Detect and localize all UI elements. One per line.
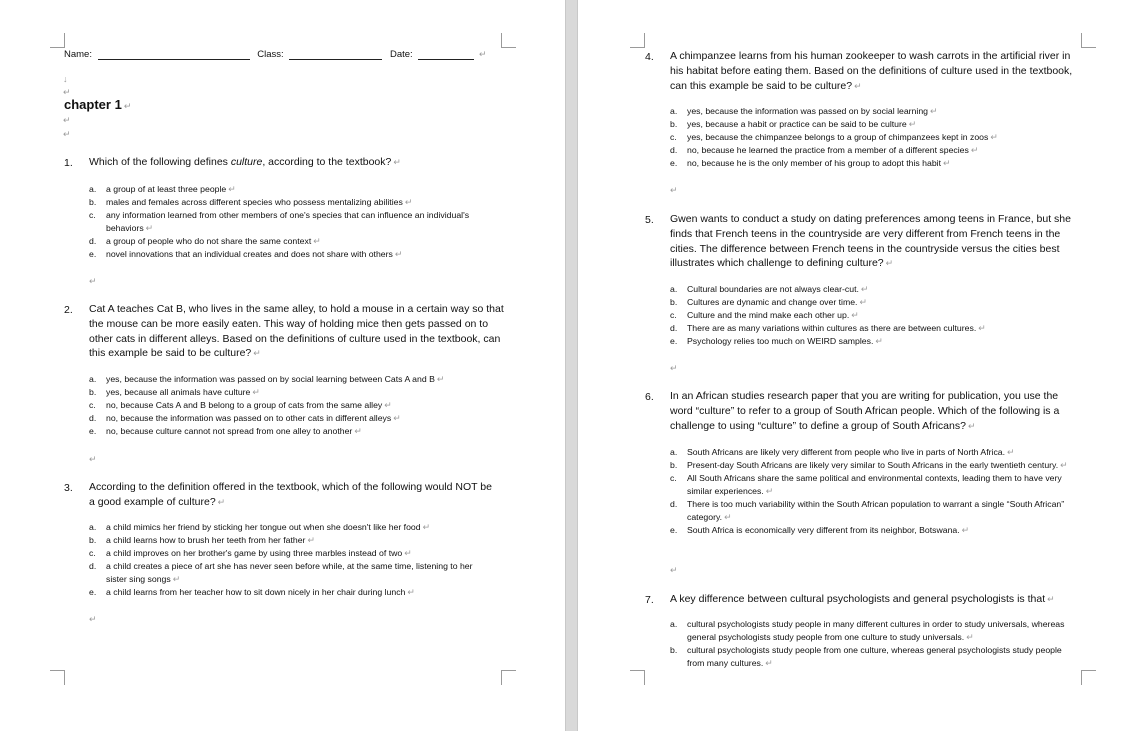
- option-item[interactable]: a. a child mimics her friend by sticking her tongue out when she doesn't like her food ↵: [89, 521, 489, 534]
- paragraph-mark-icon: [854, 81, 862, 91]
- paragraph-mark-icon: [479, 49, 487, 59]
- paragraph-mark-icon: [670, 565, 678, 576]
- option-item[interactable]: d. a group of people who do not share the same context ↵: [89, 235, 479, 248]
- option-item[interactable]: b. Present-day South Africans are likely very similar to South Africans in the early twentieth century. ↵: [670, 459, 1078, 472]
- date-field[interactable]: [418, 49, 474, 60]
- paragraph-mark-icon: [670, 363, 678, 374]
- page-gutter: [565, 0, 578, 731]
- option-item[interactable]: b. a child learns how to brush her teeth from her father ↵: [89, 534, 489, 547]
- question-text: Which of the following defines culture, according to the textbook? ↵: [89, 155, 509, 170]
- crop-mark: [501, 33, 516, 48]
- option-item[interactable]: a. Cultural boundaries are not always clear-cut. ↵: [670, 283, 1070, 296]
- paragraph-mark-icon: [63, 129, 71, 140]
- option-item[interactable]: d. There are as many variations within cultures as there are between cultures. ↵: [670, 322, 1070, 335]
- document-page-left: [0, 0, 565, 731]
- option-item[interactable]: e. a child learns from her teacher how to sit down nicely in her chair during lunch ↵: [89, 586, 489, 599]
- question-text: A key difference between cultural psychologists and general psychologists is that ↵: [670, 592, 1082, 607]
- paragraph-mark-icon: [968, 421, 976, 431]
- question-text: In an African studies research paper that you are writing for publication, you use the word “culture” to refer to a group of South African people. Which of the following is a challenge to using “culture” to define a group of South Africans? ↵: [670, 389, 1082, 433]
- paragraph-mark-icon: [89, 614, 97, 625]
- option-item[interactable]: e. South Africa is economically very different from its neighbor, Botswana. ↵: [670, 524, 1078, 537]
- crop-mark: [501, 670, 516, 685]
- crop-mark: [630, 33, 645, 48]
- options-list: [670, 618, 1078, 670]
- question-number: 2.: [64, 304, 73, 316]
- option-item[interactable]: b. Cultures are dynamic and change over time. ↵: [670, 296, 1070, 309]
- question-text: Gwen wants to conduct a study on dating preferences among teens in France, but she finds that French teens in the countryside are very different from French teens in the cities. The difference between French teens in the countryside versus the cities best illustrates which challenge to defining culture? ↵: [670, 212, 1082, 271]
- option-item[interactable]: b. yes, because a habit or practice can be said to be culture ↵: [670, 118, 1070, 131]
- option-item[interactable]: d. no, because the information was passed on to other cats in different alleys ↵: [89, 412, 489, 425]
- paragraph-mark-icon: [1047, 594, 1055, 604]
- question-number: 1.: [64, 157, 73, 169]
- option-item[interactable]: a. yes, because the information was passed on by social learning ↵: [670, 105, 1070, 118]
- paragraph-mark-icon: [670, 185, 678, 196]
- question-number: 4.: [645, 51, 654, 63]
- date-label: Date:: [389, 49, 413, 60]
- document-page-right: [578, 0, 1147, 731]
- option-item[interactable]: e. no, because culture cannot not spread from one alley to another ↵: [89, 425, 489, 438]
- options-list: [89, 373, 489, 438]
- option-item[interactable]: b. cultural psychologists study people from one culture, whereas general psychologists study people from many cultures. ↵: [670, 644, 1078, 670]
- crop-mark: [1081, 33, 1096, 48]
- option-item[interactable]: e. Psychology relies too much on WEIRD samples. ↵: [670, 335, 1070, 348]
- question-number: 7.: [645, 594, 654, 606]
- question-number: 5.: [645, 214, 654, 226]
- paragraph-mark-icon: [393, 157, 401, 167]
- option-item[interactable]: c. yes, because the chimpanzee belongs to a group of chimpanzees kept in zoos ↵: [670, 131, 1070, 144]
- option-item[interactable]: b. yes, because all animals have culture ↵: [89, 386, 489, 399]
- options-list: [670, 105, 1070, 170]
- option-item[interactable]: a. yes, because the information was passed on by social learning between Cats A and B ↵: [89, 373, 489, 386]
- paragraph-mark-icon: [89, 454, 97, 465]
- paragraph-mark-icon: [886, 258, 894, 268]
- option-item[interactable]: d. There is too much variability within the South African population to warrant a single “South African” category. ↵: [670, 498, 1078, 524]
- name-field[interactable]: [98, 49, 250, 60]
- name-label: Name:: [64, 49, 92, 60]
- option-item[interactable]: c. All South Africans share the same political and environmental contexts, leading them to have very similar experiences. ↵: [670, 472, 1078, 498]
- question-text: Cat A teaches Cat B, who lives in the same alley, to hold a mouse in a certain way so that the mouse can be more easily eaten. This way of holding mice then gets passed on to other cats in different alleys. Based on the definitions of culture used in the textbook, can this example be said to be culture? ↵: [89, 302, 507, 361]
- class-label: Class:: [257, 49, 284, 60]
- header-fields: [64, 49, 487, 60]
- option-item[interactable]: d. no, because he learned the practice from a member of a different species ↵: [670, 144, 1070, 157]
- option-item[interactable]: c. no, because Cats A and B belong to a group of cats from the same alley ↵: [89, 399, 489, 412]
- crop-mark: [50, 670, 65, 685]
- crop-mark: [630, 670, 645, 685]
- option-item[interactable]: a. South Africans are likely very different from people who live in parts of North Africa. ↵: [670, 446, 1078, 459]
- paragraph-mark-icon: [89, 276, 97, 287]
- option-item[interactable]: c. a child improves on her brother's game by using three marbles instead of two ↵: [89, 547, 489, 560]
- crop-mark: [1081, 670, 1096, 685]
- class-field[interactable]: [289, 49, 382, 60]
- option-item[interactable]: c. Culture and the mind make each other up. ↵: [670, 309, 1070, 322]
- option-item[interactable]: a. cultural psychologists study people in many different cultures in order to study universals, whereas general psychologists study people from one culture to study universals. ↵: [670, 618, 1078, 644]
- option-item[interactable]: e. novel innovations that an individual creates and does not share with others ↵: [89, 248, 479, 261]
- question-text: A chimpanzee learns from his human zookeeper to wash carrots in the artificial river in his habitat before eating them. Based on the definitions of culture used in the textbook, can this example be said to be culture? ↵: [670, 49, 1082, 93]
- question-number: 6.: [645, 391, 654, 403]
- option-item[interactable]: e. no, because he is the only member of his group to adopt this habit ↵: [670, 157, 1070, 170]
- line-break-icon: ↓: [63, 74, 68, 84]
- crop-mark: [50, 33, 65, 48]
- option-item[interactable]: d. a child creates a piece of art she has never seen before while, at the same time, listening to her sister sing songs ↵: [89, 560, 489, 586]
- paragraph-mark-icon: [253, 348, 261, 358]
- options-list: [89, 183, 479, 261]
- paragraph-mark-icon: [218, 497, 226, 507]
- option-item[interactable]: c. any information learned from other members of one's species that can influence an individual's behaviors ↵: [89, 209, 479, 235]
- option-item[interactable]: a. a group of at least three people ↵: [89, 183, 479, 196]
- options-list: [670, 446, 1078, 537]
- option-item[interactable]: b. males and females across different species who possess mentalizing abilities ↵: [89, 196, 479, 209]
- chapter-heading: chapter 1 ↵: [64, 97, 131, 112]
- options-list: [670, 283, 1070, 348]
- question-number: 3.: [64, 482, 73, 494]
- paragraph-mark-icon: [63, 115, 71, 126]
- question-text: According to the definition offered in the textbook, which of the following would NOT be a good example of culture? ↵: [89, 480, 499, 510]
- options-list: [89, 521, 489, 599]
- paragraph-mark-icon: [124, 101, 132, 111]
